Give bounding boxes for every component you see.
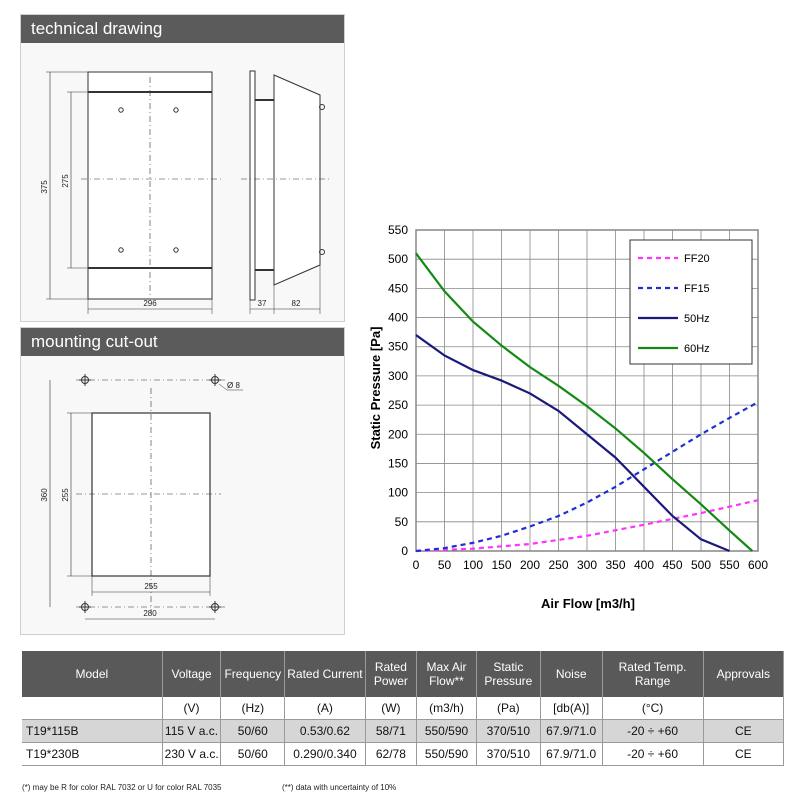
- table-units-row: [22, 697, 784, 720]
- table-header-cell: Noise: [540, 651, 602, 697]
- table-cell: 67.9/71.0: [540, 743, 602, 766]
- side-view: [241, 71, 331, 314]
- table-header-cell: Voltage: [162, 651, 221, 697]
- table-row: [22, 743, 784, 766]
- table-header-cell: Rated Current: [285, 651, 365, 697]
- footnote-color: (*) may be R for color RAL 7032 or U for color RAL 7035: [22, 783, 222, 792]
- table-cell: 115 V a.c.: [162, 720, 221, 743]
- dim-depth-a: 37: [257, 299, 267, 308]
- table-body: [22, 697, 784, 766]
- chart-y-axis-label: Static Pressure [Pa]: [368, 326, 383, 450]
- y-tick-label: 0: [401, 544, 408, 558]
- table-header-cell: Approvals: [703, 651, 783, 697]
- legend-label: FF15: [684, 283, 710, 295]
- table-cell: 67.9/71.0: [540, 720, 602, 743]
- x-tick-label: 150: [491, 558, 512, 572]
- cutout-dim-width-inner: 255: [144, 582, 158, 591]
- table-cell: 0.290/0.340: [285, 743, 365, 766]
- mounting-cutout-panel: [20, 327, 345, 635]
- table-cell: -20 ÷ +60: [602, 720, 703, 743]
- y-tick-label: 250: [387, 398, 408, 413]
- cutout-dim-height-outer: 360: [40, 488, 49, 502]
- y-tick-label: 400: [387, 310, 408, 325]
- x-tick-label: 350: [605, 558, 626, 572]
- performance-chart-svg: [360, 210, 800, 630]
- table-header-cell: Rated Power: [365, 651, 417, 697]
- cutout-dim-height-inner: 255: [61, 488, 70, 502]
- table-cell: -20 ÷ +60: [602, 743, 703, 766]
- table-cell: 50/60: [221, 720, 285, 743]
- dim-height-inner: 275: [61, 174, 70, 188]
- dim-depth-b: 82: [291, 299, 301, 308]
- table-cell: (W): [365, 697, 417, 720]
- table-cell: T19*115B: [22, 720, 162, 743]
- table-cell: (A): [285, 697, 365, 720]
- dim-width: 296: [143, 299, 157, 308]
- table-cell: 230 V a.c.: [162, 743, 221, 766]
- table-cell: (Pa): [476, 697, 540, 720]
- x-tick-label: 100: [462, 558, 484, 572]
- x-tick-label: 300: [576, 558, 598, 572]
- table-header-cell: Rated Temp. Range: [602, 651, 703, 697]
- chart-legend: [630, 240, 752, 364]
- x-tick-label: 50: [437, 558, 452, 572]
- table-cell: 550/590: [417, 743, 477, 766]
- y-tick-label: 300: [387, 368, 408, 383]
- x-tick-label: 250: [548, 558, 569, 572]
- x-tick-label: 500: [690, 558, 712, 572]
- table-row: [22, 720, 784, 743]
- cutout-hole-diameter: Ø 8: [227, 381, 240, 390]
- x-tick-label: 400: [633, 558, 655, 572]
- table-cell: 62/78: [365, 743, 417, 766]
- table-cell: 50/60: [221, 743, 285, 766]
- technical-drawing-svg: [21, 15, 346, 323]
- table-cell: 550/590: [417, 720, 477, 743]
- table-header-cell: Model: [22, 651, 162, 697]
- x-tick-label: 200: [519, 558, 541, 572]
- performance-chart: [360, 210, 800, 630]
- y-tick-label: 150: [387, 456, 408, 471]
- table-header-row: [22, 651, 784, 697]
- legend-label: 60Hz: [684, 343, 710, 355]
- front-view: [46, 72, 221, 314]
- table-cell: CE: [703, 743, 783, 766]
- table-cell: 0.53/0.62: [285, 720, 365, 743]
- table-cell: (m3/h): [417, 697, 477, 720]
- dim-height-outer: 375: [40, 180, 49, 194]
- table-cell: T19*230B: [22, 743, 162, 766]
- table-header-cell: Frequency: [221, 651, 285, 697]
- table-cell: 58/71: [365, 720, 417, 743]
- technical-drawing-title: technical drawing: [21, 15, 344, 43]
- mounting-cutout-title: mounting cut-out: [21, 328, 344, 356]
- table-cell: 370/510: [476, 720, 540, 743]
- table-cell: (Hz): [221, 697, 285, 720]
- y-tick-label: 550: [387, 223, 408, 237]
- table-header-cell: Static Pressure: [476, 651, 540, 697]
- footnote-uncertainty: (**) data with uncertainty of 10%: [282, 783, 397, 792]
- y-tick-label: 200: [387, 427, 408, 442]
- table-cell: (°C): [602, 697, 703, 720]
- chart-x-axis-label: Air Flow [m3/h]: [541, 596, 635, 611]
- x-tick-label: 0: [412, 558, 420, 572]
- spec-table: [22, 651, 784, 766]
- mounting-cutout-svg: [21, 328, 346, 636]
- x-tick-label: 600: [747, 558, 769, 572]
- legend-label: 50Hz: [684, 313, 710, 325]
- table-cell: [703, 697, 783, 720]
- x-tick-label: 450: [662, 558, 683, 572]
- y-tick-label: 100: [387, 485, 408, 500]
- technical-drawing-panel: [20, 14, 345, 322]
- y-tick-label: 50: [394, 514, 408, 529]
- table-cell: [db(A)]: [540, 697, 602, 720]
- y-tick-label: 450: [387, 281, 408, 296]
- table-cell: CE: [703, 720, 783, 743]
- x-tick-label: 550: [719, 558, 740, 572]
- legend-label: FF20: [684, 253, 710, 265]
- table-cell: 370/510: [476, 743, 540, 766]
- table-cell: [22, 697, 162, 720]
- cutout-dim-width-outer: 280: [143, 609, 157, 618]
- table-cell: (V): [162, 697, 221, 720]
- table-header-cell: Max Air Flow**: [417, 651, 477, 697]
- y-tick-label: 500: [387, 252, 408, 267]
- y-tick-label: 350: [387, 339, 408, 354]
